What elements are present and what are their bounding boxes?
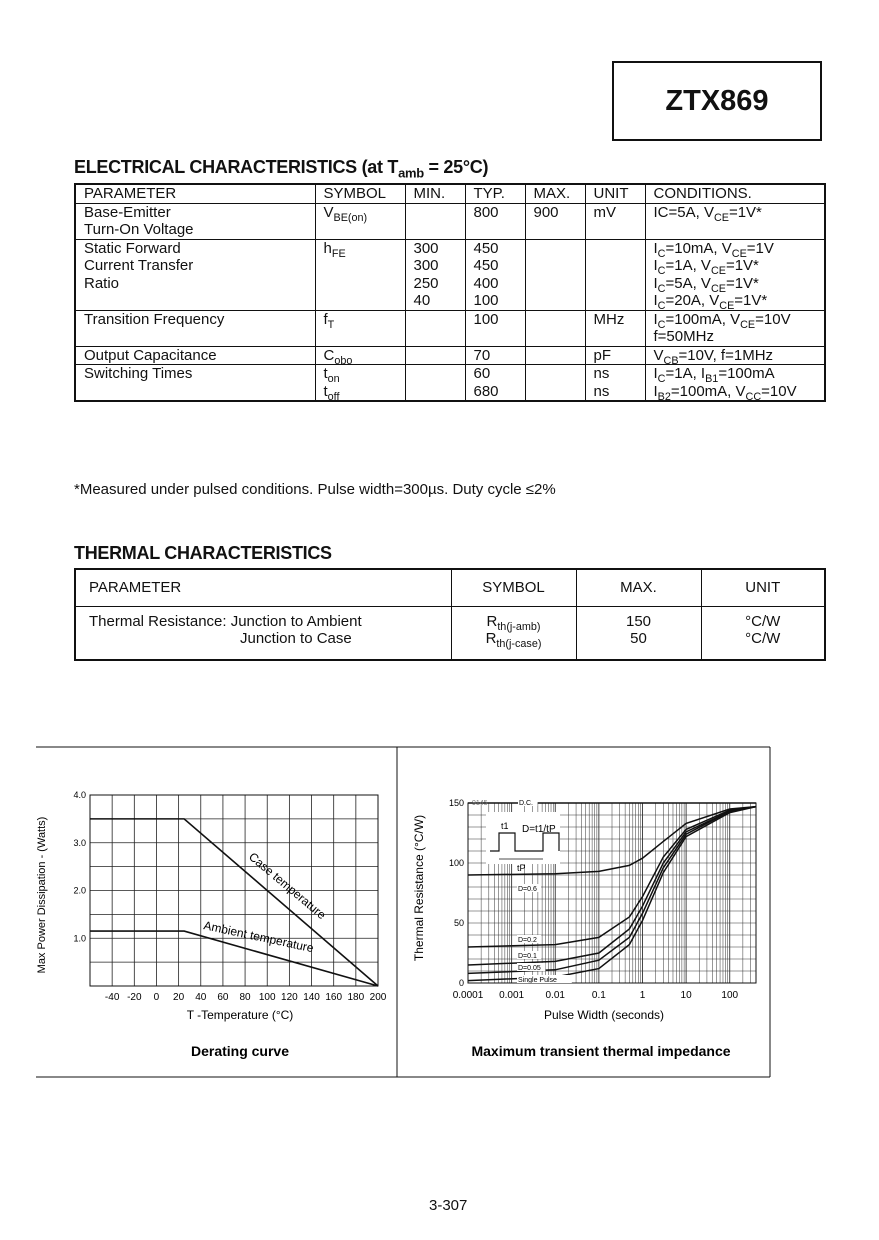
col-header: MIN. [405, 184, 465, 203]
chart-title: Maximum transient thermal impedance [471, 1043, 731, 1059]
transient-chart [412, 798, 756, 1059]
unit-value: mV [593, 203, 616, 221]
param-line: Output Capacitance [84, 346, 217, 364]
x-tick-label: 0.001 [499, 990, 525, 1001]
series-label: D=0.6 [518, 886, 537, 893]
series-label: D.C. [519, 800, 533, 807]
col-header: TYP. [465, 184, 525, 203]
series-label-ambient: Ambient temperature [202, 918, 315, 956]
y-tick-label: 0 [458, 978, 464, 988]
condition-line: $I_C=5A$, $V_{CE}=1V*$ [653, 274, 759, 295]
typ-value: 60 [473, 365, 491, 382]
col-header: MAX. [525, 184, 585, 203]
electrical-title: ELECTRICAL CHARACTERISTICS (at $T_{amb} = 25^\circ C$) [74, 157, 489, 181]
param-line: Static Forward [84, 239, 181, 257]
series-label: D=0.1 [518, 953, 537, 960]
y-tick-label: 4.0 [73, 790, 86, 800]
param-line: Switching Times [84, 365, 193, 382]
thermal-symbol: $R_{th(j-amb)}$ $R_{th(j-case)}$ [451, 606, 576, 660]
y-tick-label: 3.0 [73, 837, 86, 848]
typ-value: 400 [473, 274, 499, 292]
x-tick-label: 40 [195, 992, 207, 1003]
col-header: PARAMETER [75, 184, 315, 203]
condition-line: $V_{CB}=10V$, f=1MHz [653, 346, 774, 367]
x-axis-label: Pulse Width (seconds) [543, 1008, 665, 1022]
corner-label: 9145 [472, 800, 488, 807]
x-tick-label: 140 [303, 992, 320, 1003]
x-tick-label: 0 [153, 992, 160, 1003]
x-tick-label: -20 [127, 992, 142, 1003]
typ-value: 70 [473, 346, 491, 364]
unit-value: ns [593, 382, 610, 400]
symbol-line: $t_{off}$ [323, 382, 340, 403]
min-value: 300 [413, 239, 439, 257]
param-line: Base-Emitter [84, 203, 171, 221]
symbol-line: $V_{BE(on)}$ [323, 203, 368, 224]
x-tick-label: 80 [239, 992, 251, 1003]
y-tick-label: 150 [448, 798, 464, 808]
x-tick-label: 120 [281, 992, 298, 1003]
thermal-unit: °C/W °C/W [701, 606, 825, 660]
col-header: SYMBOL [315, 184, 405, 203]
thermal-param: Thermal Resistance: Junction to Ambient Junction to Case [75, 606, 451, 660]
typ-value: 100 [473, 292, 499, 309]
series-line [90, 819, 378, 986]
condition-line: $I_C=20A$, $V_{CE}=1V*$ [653, 292, 768, 312]
condition-line: $I_{B2}=100mA$, $V_{CC}=10V$ [653, 382, 797, 403]
x-tick-label: 20 [173, 992, 185, 1003]
x-tick-label: 100 [258, 992, 276, 1003]
series-label-case: Case temperature [246, 849, 329, 923]
symbol-line: $h_{FE}$ [323, 239, 346, 260]
col-header: UNIT [701, 569, 825, 606]
symbol-line: $C_{obo}$ [323, 346, 353, 367]
col-header: SYMBOL [451, 569, 576, 606]
inset-bg [486, 812, 560, 864]
condition-line: $I_C=10mA$, $V_{CE}=1V$ [653, 239, 774, 260]
typ-value: 800 [473, 203, 499, 221]
x-tick-label: 200 [369, 992, 387, 1003]
param-line: Current Transfer [84, 257, 194, 274]
col-header: CONDITIONS. [645, 184, 825, 203]
y-axis-label: Thermal Resistance (°C/W) [412, 814, 426, 962]
chart-title: Derating curve [190, 1043, 290, 1059]
min-value: 300 [413, 257, 439, 274]
col-header: PARAMETER [75, 569, 451, 606]
typ-value: 100 [473, 310, 499, 328]
series-label: D=0.2 [518, 937, 537, 944]
inset-tp: tP [517, 863, 526, 873]
unit-value: ns [593, 365, 610, 382]
max-value: 900 [533, 203, 559, 221]
y-tick-label: 1.0 [73, 933, 86, 944]
derating-chart [36, 790, 387, 1059]
thermal-max: 150 50 [576, 606, 701, 660]
x-tick-label: 100 [721, 990, 739, 1001]
series-label: Single Pulse [518, 977, 557, 984]
param-line: Ratio [84, 274, 120, 292]
y-tick-label: 2.0 [73, 885, 86, 896]
y-tick-label: 50 [453, 918, 464, 928]
x-tick-label: -40 [104, 992, 120, 1003]
min-value: 40 [413, 292, 431, 309]
unit-value: pF [593, 346, 612, 364]
condition-line: IC=5A, $V_{CE}=1V*$ [653, 203, 762, 224]
x-tick-label: 10 [680, 990, 692, 1001]
condition-line: $I_C=1A$, $V_{CE}=1V*$ [653, 257, 759, 277]
x-tick-label: 1 [639, 990, 646, 1001]
x-tick-label: 0.1 [591, 990, 606, 1001]
x-tick-label: 60 [217, 992, 229, 1003]
x-tick-label: 180 [347, 992, 365, 1003]
min-value: 250 [413, 274, 439, 292]
x-axis-label: T -Temperature (°C) [186, 1008, 294, 1022]
inset-duty: D=t1/tP [522, 824, 556, 835]
part-number: ZTX869 [665, 84, 769, 117]
typ-value: 680 [473, 382, 499, 400]
param-line: Transition Frequency [84, 310, 225, 328]
typ-value: 450 [473, 239, 499, 257]
col-header: UNIT [585, 184, 645, 203]
pulse-inset [486, 812, 560, 873]
param-line: Turn-On Voltage [84, 221, 194, 238]
series-line [90, 931, 378, 986]
col-header: MAX. [576, 569, 701, 606]
footnote: *Measured under pulsed conditions. Pulse width=300µs. Duty cycle ≤2% [74, 481, 556, 498]
x-tick-label: 160 [325, 992, 343, 1003]
symbol-line: $f_T$ [323, 310, 335, 331]
y-tick-label: 100 [448, 858, 464, 868]
condition-line: f=50MHz [653, 328, 714, 345]
thermal-title: THERMAL CHARACTERISTICS [74, 543, 332, 563]
condition-line: $I_C=100mA$, $V_{CE}=10V$ [653, 310, 791, 331]
unit-value: MHz [593, 310, 625, 328]
symbol-line: $t_{on}$ [323, 365, 340, 385]
y-axis-label: Max Power Dissipation - (Watts) [36, 816, 48, 974]
series-label: D=0.05 [518, 965, 541, 972]
x-tick-label: 0.0001 [452, 990, 484, 1001]
page-number: 3-307 [429, 1197, 468, 1214]
x-tick-label: 0.01 [545, 990, 565, 1001]
inset-t1: t1 [501, 821, 509, 831]
condition-line: $I_C=1A$, $I_{B1}=100mA$ [653, 365, 775, 385]
typ-value: 450 [473, 257, 499, 274]
charts-frame [36, 747, 770, 1077]
